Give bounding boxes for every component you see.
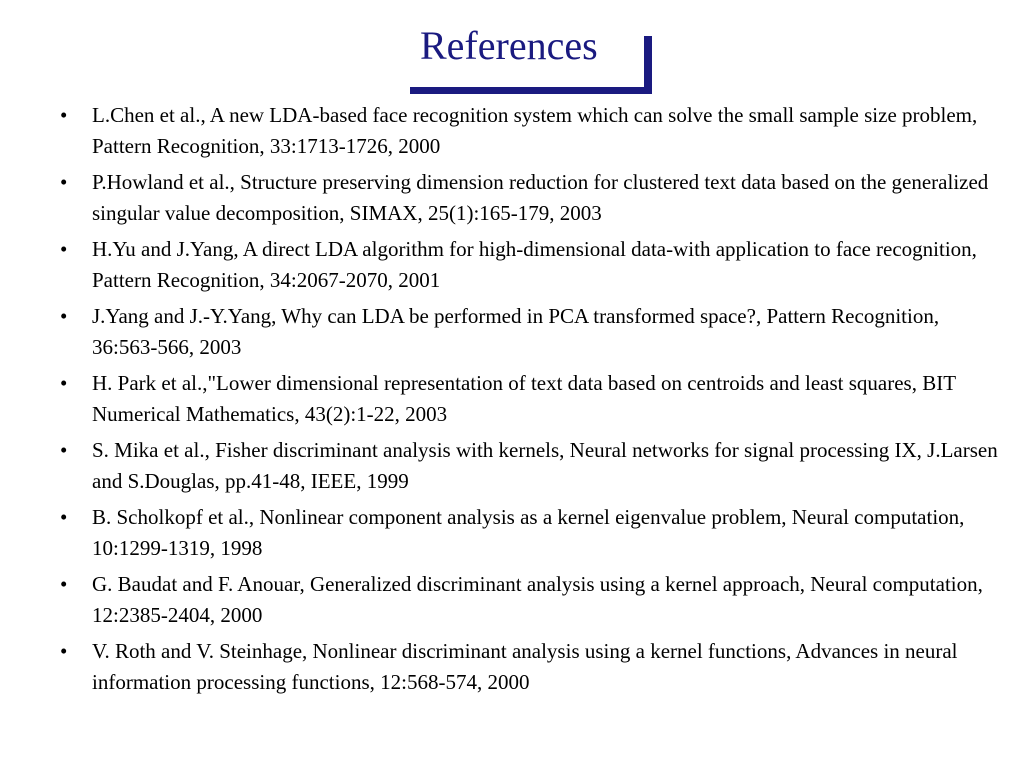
reference-item [60,368,1000,430]
reference-item [60,502,1000,564]
title-block [410,18,655,80]
bullet-icon: • [60,639,68,663]
reference-text: L.Chen et al., A new LDA-based face recognition system which can solve the small sample size problem, Pattern Recognition, 33:1713-1726, 2000 [92,103,978,158]
reference-text: H.Yu and J.Yang, A direct LDA algorithm for high-dimensional data-with application to face recognition, Pattern Recognition, 34:2067-2070, 2001 [92,237,977,292]
reference-text: H. Park et al.,"Lower dimensional representation of text data based on centroids and least squares, BIT Numerical Mathematics, 43(2):1-22, 2003 [92,371,956,426]
bullet-icon: • [60,103,68,127]
reference-item [60,435,1000,497]
reference-text: J.Yang and J.-Y.Yang, Why can LDA be performed in PCA transformed space?, Pattern Recognition, 36:563-566, 2003 [92,304,940,359]
references-list [60,100,1000,703]
bullet-icon: • [60,237,68,261]
bullet-icon: • [60,304,68,328]
title-right-bar [644,36,652,94]
reference-text: B. Scholkopf et al., Nonlinear component analysis as a kernel eigenvalue problem, Neural computation, 10:1299-1319, 1998 [92,505,965,560]
reference-item [60,569,1000,631]
reference-item [60,167,1000,229]
reference-item [60,100,1000,162]
reference-text: G. Baudat and F. Anouar, Generalized discriminant analysis using a kernel approach, Neural computation, 12:2385-2404, 2000 [92,572,983,627]
bullet-icon: • [60,170,68,194]
reference-text: S. Mika et al., Fisher discriminant analysis with kernels, Neural networks for signal processing IX, J.Larsen and S.Douglas, pp.41-48, IEEE, 1999 [92,438,998,493]
title-underline-bar [410,87,652,94]
reference-item [60,301,1000,363]
bullet-icon: • [60,572,68,596]
reference-item [60,234,1000,296]
reference-item [60,636,1000,698]
reference-text: V. Roth and V. Steinhage, Nonlinear discriminant analysis using a kernel functions, Advances in neural information processing functions, 12:568-574, 2000 [92,639,958,694]
bullet-icon: • [60,505,68,529]
reference-text: P.Howland et al., Structure preserving dimension reduction for clustered text data based on the generalized singular value decomposition, SIMAX, 25(1):165-179, 2003 [92,170,989,225]
bullet-icon: • [60,371,68,395]
slide-title: References [420,23,598,68]
bullet-icon: • [60,438,68,462]
